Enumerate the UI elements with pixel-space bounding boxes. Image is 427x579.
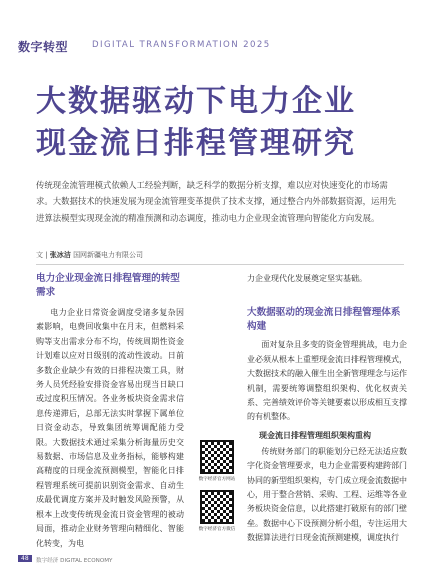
qr-caption: 数字经济官方网站 (198, 477, 236, 482)
byline (36, 250, 143, 260)
byline-prefix: 文 | (36, 251, 48, 259)
subsection-heading: 现金流日排程管理组织架构重构 (259, 430, 371, 440)
section-title: 数字转型 (18, 40, 69, 54)
qr-block-2 (194, 490, 240, 532)
body-paragraph: 面对复杂且多变的资金管理挑战，电力企业必须从根本上重塑现金流日排程管理模式，大数据技术的融入催生出全新管理理念与运作机制，需要统筹调整组织架构、优化权责关系、完善绩效评价等关键要素以形成相互支撑的有机整体。 (247, 340, 407, 422)
author-name: 张冰洁 (49, 251, 71, 259)
qr-code (200, 440, 234, 474)
section-heading: 电力企业现金流日排程管理的转型需求 (36, 273, 180, 298)
article-abstract: 传统现金流管理模式依赖人工经验判断，缺乏科学的数据分析支撑，难以应对快速变化的市场需求。大数据技术的快速发展为现金流管理变革提供了技术支撑，通过整合内外部数据资源，运用先进算法模型实现现金流的精准预测和动态调度，推动电力企业现金流管理向智能化方向发展。 (36, 180, 397, 223)
body-paragraph: 电力企业日常资金调度受诸多复杂因素影响，电费回收集中在月末，但燃料采购等支出需求分布不均，传统周期性资金计划难以应对日级别的流动性波动。日前多数企业缺少有效的日排程决策工具，财务人员凭经验安排资金容易出现当日缺口或过度积压情况。各业务板块资金需求信息传递滞后，总部无法实时掌握下属单位日资金动态，导致集团统筹调配能力受限。大数据技术通过采集分析海量历史交易数据、市场信息及业务指标，能够构建高精度的日现金流预测模型，智能化日排程管理系统可提前识别资金需求、自动生成最优调度方案并及时触发风险预警，从根本上改变传统现金流日资金管理的被动局面，推动企业财务管理向精细化、智能化转变，为电 (36, 308, 184, 548)
publication-name: 数字经济 DIGITAL ECONOMY (36, 558, 113, 564)
qr-code (200, 490, 234, 524)
article-title-line-2: 现金流日排程管理研究 (36, 126, 356, 161)
divider (36, 264, 404, 265)
article-title-line-1: 大数据驱动下电力企业 (36, 84, 356, 119)
right-column (247, 272, 407, 546)
section-heading: 大数据驱动的现金流日排程管理体系构建 (247, 307, 401, 333)
qr-caption: 数字经济官方微信 (198, 527, 236, 532)
continued-text: 力企业现代化发展奠定坚实基础。 (247, 274, 367, 283)
author-organization: 国网新疆电力有限公司 (73, 251, 144, 259)
qr-block-1 (194, 440, 240, 482)
section-subtitle: DIGITAL TRANSFORMATION 2025 (92, 40, 271, 50)
page-number: 48 (18, 555, 32, 562)
left-column (36, 272, 184, 551)
body-paragraph: 传统财务部门的职能划分已经无法适应数字化资金管理要求，电力企业需要构建跨部门协同的新型组织架构，专门成立现金流数据中心，用于整合营销、采购、工程、运维等各业务板块资金信息，以此搭建打破原有的部门壁垒。数据中心下设预测分析小组，专注运用大数据算法进行日现金流预测建模，调度执行 (247, 446, 407, 543)
